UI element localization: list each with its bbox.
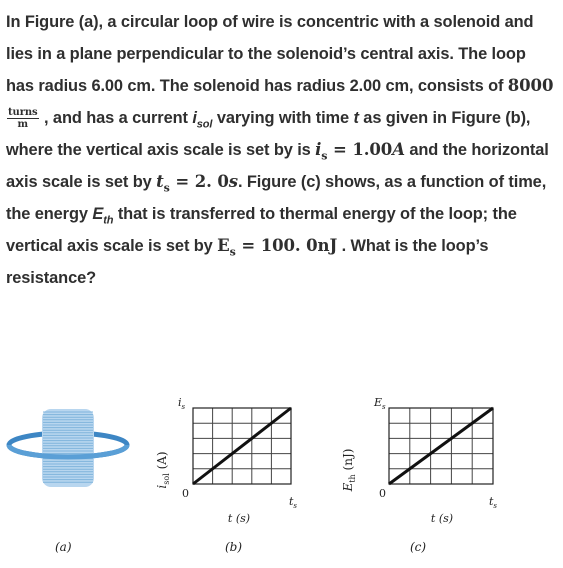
problem-part: , and has a current (39, 109, 193, 127)
graph-c (341, 396, 497, 554)
graph-b-x-end-label: $t_s$ (289, 495, 298, 510)
fraction-numerator: turns (8, 107, 38, 119)
problem-part: and the horizontal axis scale is set by (6, 141, 549, 191)
graph-b-data-line (193, 408, 291, 484)
problem-part: In Figure (a), a circular loop of wire is concentric with a solenoid and lies in a plane perpendicular to the solenoid’s central axis. The loop has radius 6.00 cm. The solenoid has radius 2.00 cm, consists of (6, 13, 534, 95)
problem-part: that is transferred to thermal energy of the loop; the vertical axis scale is set by (6, 205, 517, 255)
problem-part: varying with time (212, 109, 354, 127)
energy-scale-math: $E_s = 100$. 0nJ (217, 236, 338, 259)
graph-c-data-line (389, 408, 493, 484)
current-symbol: $i_{sol}$ (192, 109, 213, 131)
graph-b-y-top-label: $i_s$ (178, 396, 186, 411)
thermal-energy-symbol: $E_{th}$ (92, 205, 114, 227)
graph-c-grid (389, 408, 493, 484)
caption-b: (b) (225, 540, 243, 554)
graph-b-x-axis-label: t (s) (227, 512, 251, 525)
turns-value: 8000 (507, 76, 554, 95)
problem-part: . Figure (c) shows, as a function of time, the energy (6, 173, 547, 223)
graph-b-origin-label: 0 (182, 487, 189, 500)
graph-c-y-top-label: $E_s$ (374, 396, 386, 411)
fraction-denominator: m (17, 119, 29, 131)
time-scale-math: $t_s = 2$. 0s (156, 172, 238, 195)
turns-per-meter-fraction (7, 107, 39, 130)
caption-a: (a) (55, 540, 72, 554)
problem-part: . What is the loop’s resistance? (6, 237, 489, 287)
time-symbol: t (353, 109, 359, 127)
graph-b-y-axis-label: $i_{sol}$ (A) (155, 451, 171, 489)
figure-svg (0, 375, 563, 568)
graph-b (155, 396, 297, 554)
caption-c: (c) (410, 540, 427, 554)
current-scale-math: $i_s = 1.00A$ (315, 140, 405, 163)
problem-part: as given in Figure (b), where the vertical axis scale is set by is (6, 109, 531, 159)
graph-c-x-end-label: $t_s$ (489, 495, 498, 510)
graph-b-grid (193, 408, 291, 484)
figure-panel (0, 375, 563, 568)
graph-c-origin-label: 0 (379, 487, 386, 500)
problem-text (6, 6, 558, 294)
graph-c-y-axis-label: $E_{th}$ (nJ) (341, 448, 357, 492)
solenoid-figure (9, 409, 127, 554)
graph-c-x-axis-label: t (s) (430, 512, 454, 525)
